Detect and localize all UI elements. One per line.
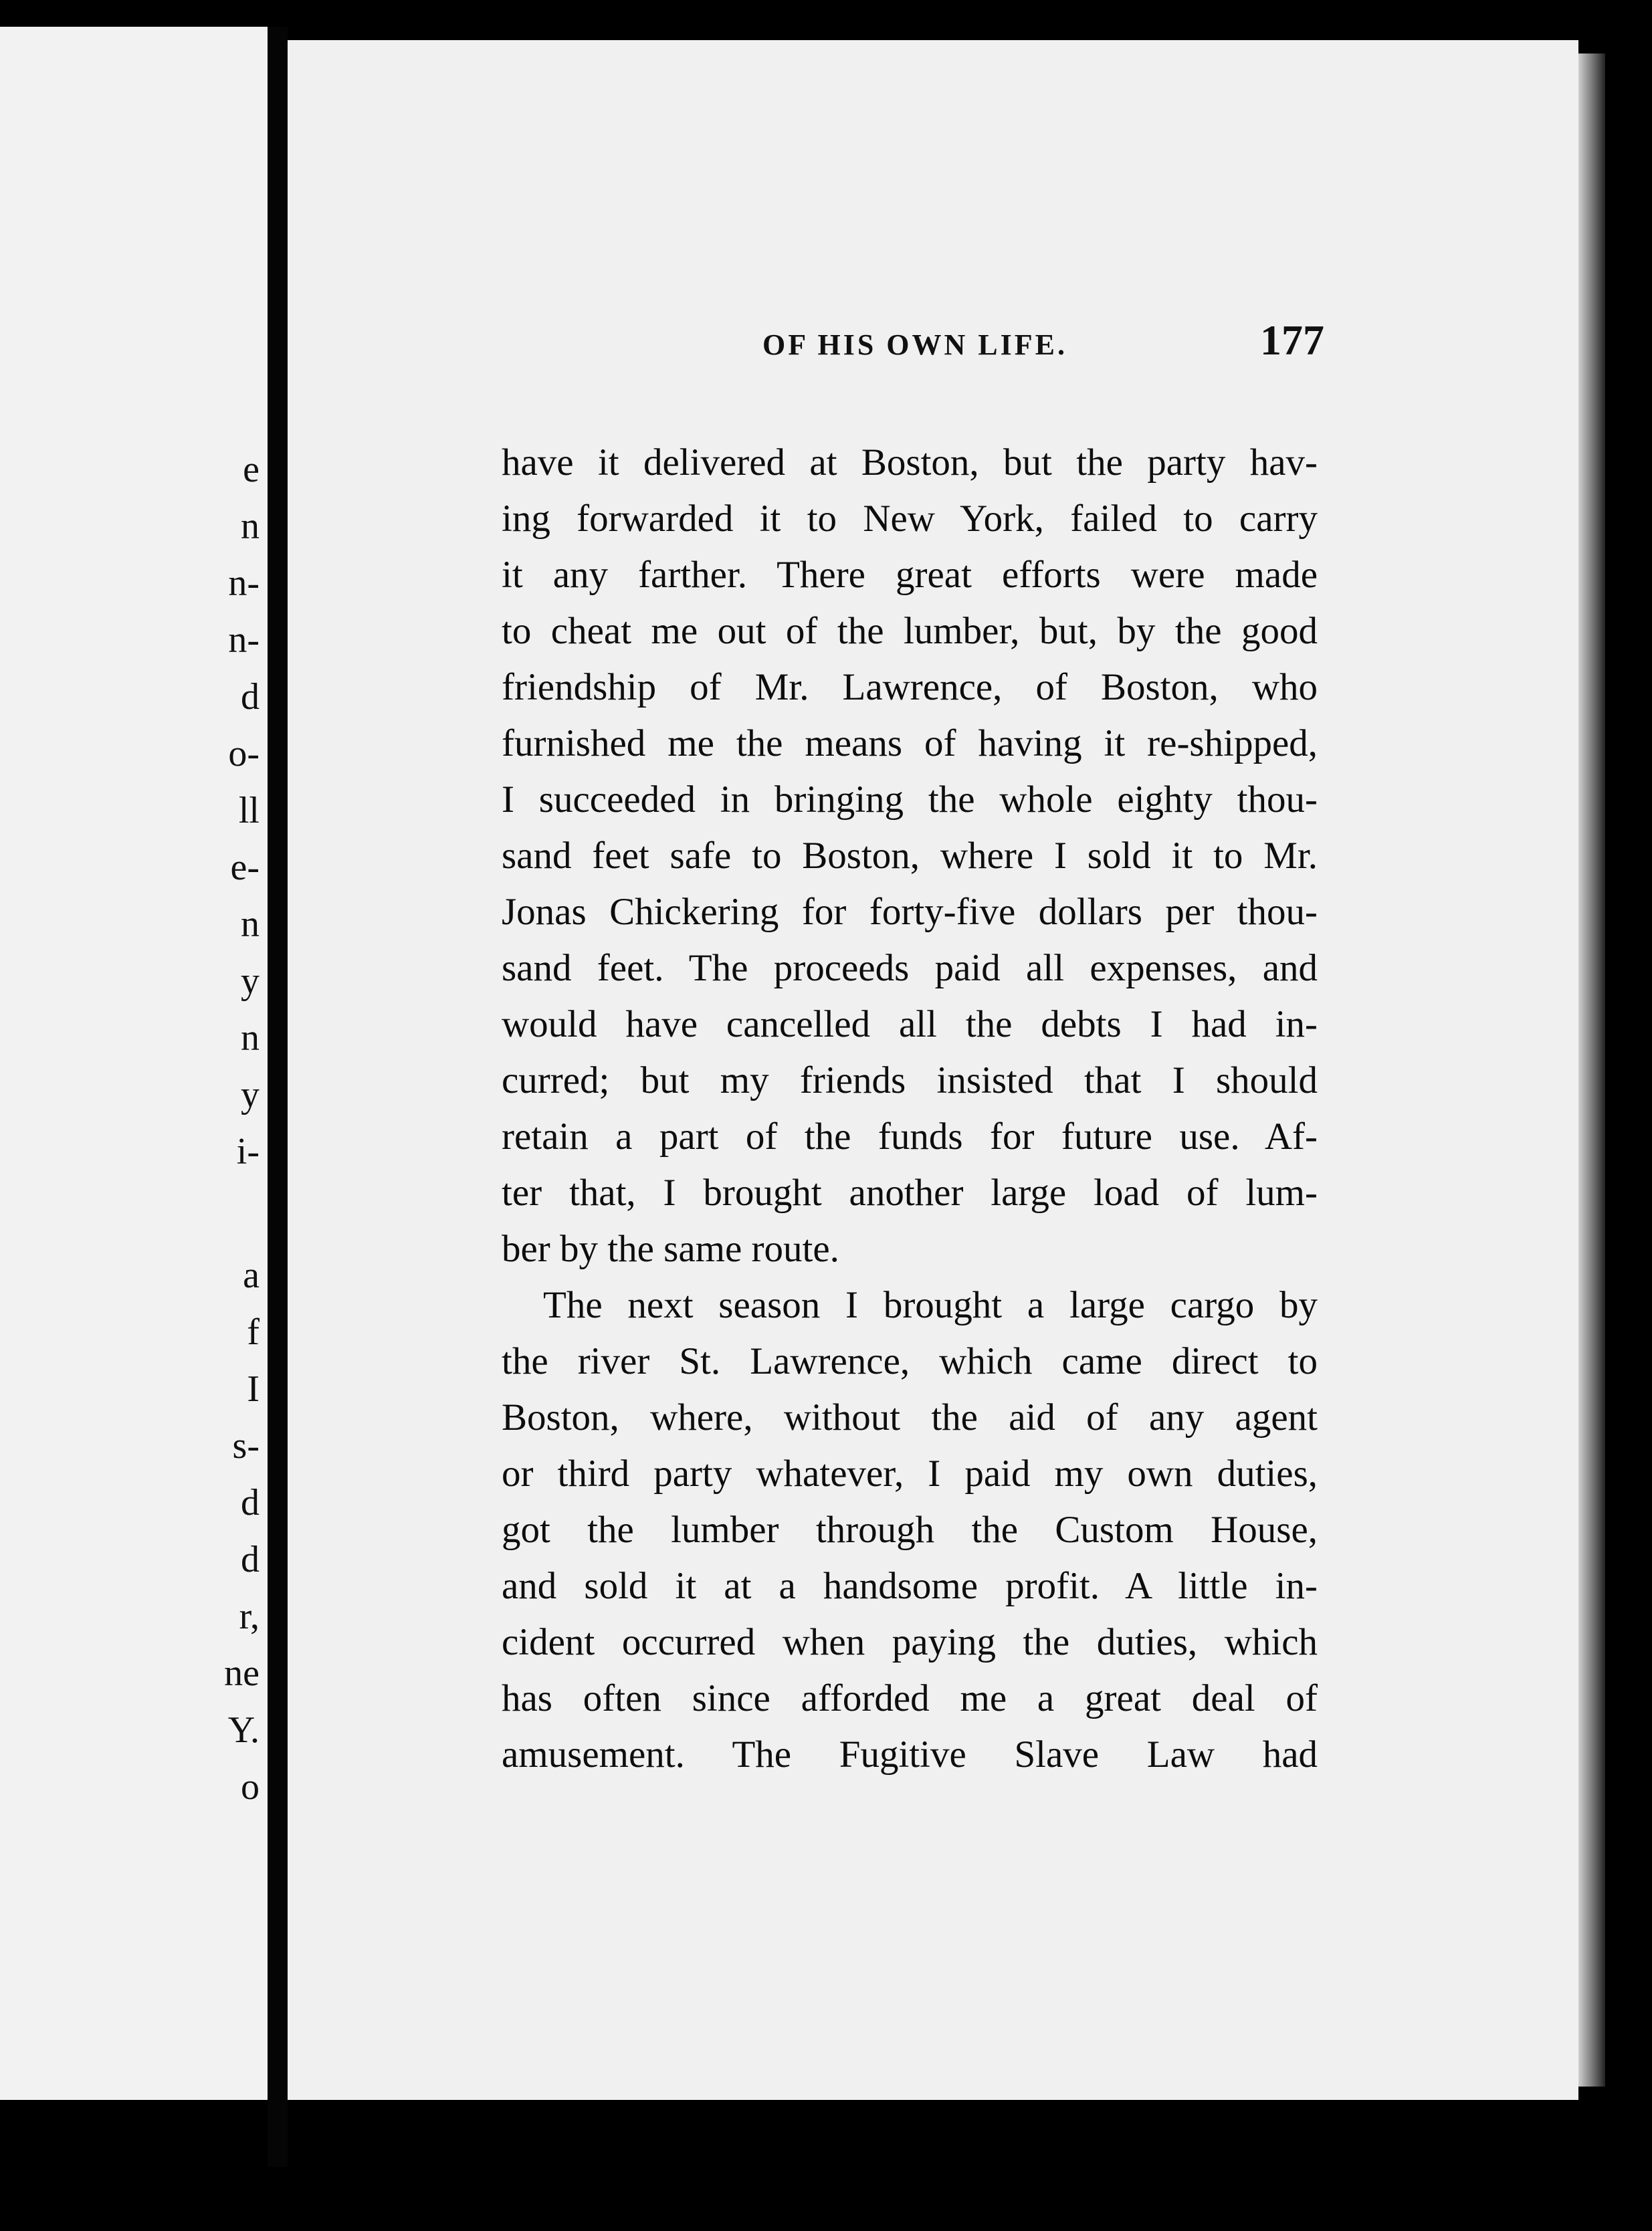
text-line: friendship of Mr. Lawrence, of Boston, who bbox=[502, 666, 1318, 708]
paragraph-2 bbox=[502, 1277, 1318, 1783]
text-line: ber by the same route. bbox=[502, 1228, 839, 1270]
text-line: cident occurred when paying the duties, which bbox=[502, 1621, 1318, 1663]
text-line: curred; but my friends insisted that I should bbox=[502, 1059, 1318, 1101]
text-line: The next season I brought a large cargo by bbox=[543, 1284, 1318, 1326]
fragment: n- bbox=[228, 619, 260, 661]
paragraph-1 bbox=[502, 435, 1318, 1277]
fragment: ne bbox=[224, 1653, 260, 1694]
fragment: o- bbox=[228, 733, 260, 774]
fragment: Y. bbox=[227, 1709, 260, 1751]
fragment: ll bbox=[238, 790, 260, 831]
facing-page bbox=[0, 27, 268, 2100]
text-line: ter that, I brought another large load of lum- bbox=[502, 1172, 1318, 1214]
fragment bbox=[206, 1180, 260, 1247]
running-head bbox=[475, 316, 1324, 376]
text-line: Boston, where, without the aid of any agent bbox=[502, 1396, 1318, 1439]
text-line: to cheat me out of the lumber, but, by the good bbox=[502, 610, 1318, 652]
facing-page-text-fragments bbox=[206, 441, 260, 1816]
book-gutter bbox=[268, 27, 288, 2167]
body-text bbox=[502, 435, 1318, 1783]
fragment: d bbox=[241, 676, 260, 718]
text-line: has often since afforded me a great deal of bbox=[502, 1677, 1318, 1719]
page-number: 177 bbox=[1260, 316, 1324, 364]
fragment: e- bbox=[230, 847, 260, 888]
page-edge bbox=[1578, 54, 1605, 2087]
text-line: would have cancelled all the debts I had in- bbox=[502, 1003, 1318, 1045]
fragment: y bbox=[241, 1074, 260, 1116]
text-line: Jonas Chickering for forty-five dollars per thou- bbox=[502, 891, 1318, 933]
fragment: n- bbox=[228, 562, 260, 604]
fragment: n bbox=[241, 506, 260, 547]
text-line: I succeeded in bringing the whole eighty thou- bbox=[502, 778, 1318, 821]
fragment: d bbox=[241, 1539, 260, 1580]
fragment: n bbox=[241, 904, 260, 945]
text-line: the river St. Lawrence, which came direct to bbox=[502, 1340, 1318, 1382]
text-line: got the lumber through the Custom House, bbox=[502, 1509, 1318, 1551]
text-line: furnished me the means of having it re-shipped, bbox=[502, 722, 1318, 764]
running-head-title: OF HIS OWN LIFE. bbox=[762, 328, 1067, 361]
text-line: sand feet safe to Boston, where I sold it to Mr. bbox=[502, 835, 1318, 877]
fragment: i- bbox=[236, 1131, 260, 1172]
text-line: sand feet. The proceeds paid all expenses, and bbox=[502, 947, 1318, 989]
text-line: amusement. The Fugitive Slave Law had bbox=[502, 1733, 1318, 1776]
text-line: or third party whatever, I paid my own duties, bbox=[502, 1453, 1318, 1495]
fragment: r, bbox=[239, 1596, 260, 1637]
fragment: y bbox=[241, 960, 260, 1002]
fragment: a bbox=[243, 1255, 260, 1296]
fragment: o bbox=[241, 1766, 260, 1808]
text-line: have it delivered at Boston, but the party hav- bbox=[502, 441, 1318, 484]
text-line: and sold it at a handsome profit. A little in- bbox=[502, 1565, 1318, 1607]
fragment: e bbox=[243, 449, 260, 490]
fragment: f bbox=[247, 1311, 260, 1353]
fragment: d bbox=[241, 1482, 260, 1523]
fragment: n bbox=[241, 1017, 260, 1059]
text-line: it any farther. There great efforts were made bbox=[502, 554, 1318, 596]
fragment: I bbox=[247, 1368, 260, 1410]
text-line: ing forwarded it to New York, failed to carry bbox=[502, 498, 1318, 540]
fragment: s- bbox=[232, 1425, 260, 1467]
text-line: retain a part of the funds for future use. Af- bbox=[502, 1116, 1318, 1158]
